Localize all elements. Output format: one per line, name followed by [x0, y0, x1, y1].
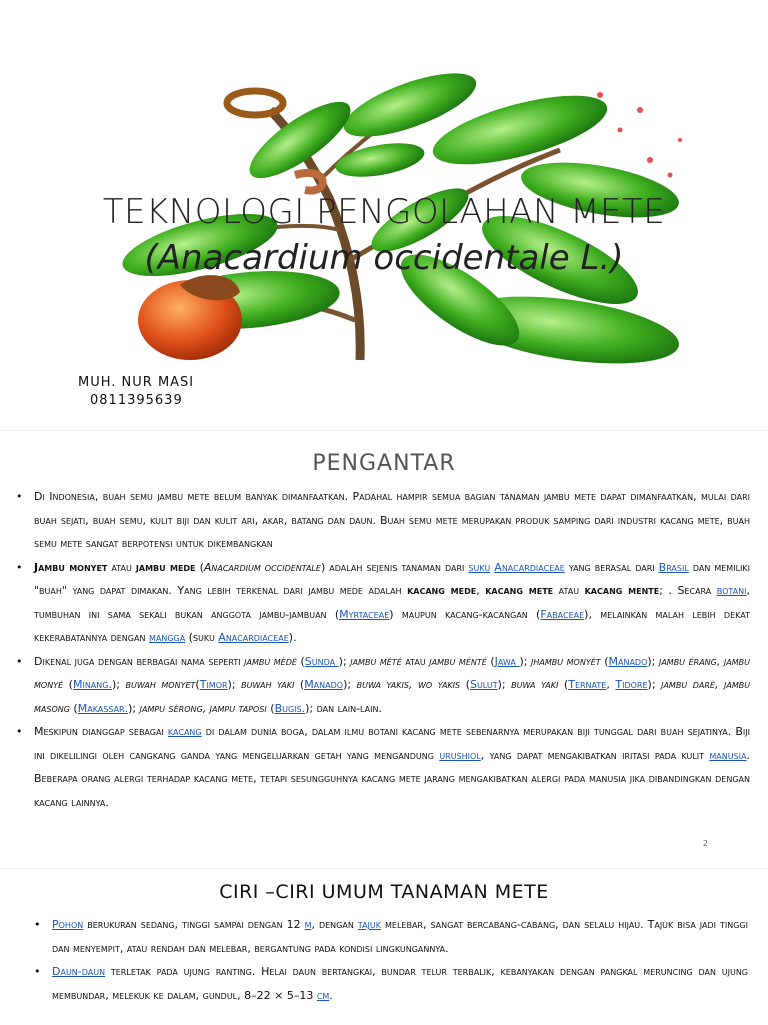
slide-heading: PENGANTAR — [312, 451, 456, 476]
link-jawa[interactable]: Jawa — [494, 654, 520, 668]
list-item: • Di Indonesia, buah semu jambu mete belum banyak dimanfaatkan. Padahal hampir semua bagian tanaman jambu mete dapat dimanfaatkan, mulai dari buah sejati, buah semu, kulit biji dan kulit ari, akar, batang dan daun. Buah semu mete merupakan produk samping dari industri kacang mete, buah semu mete sangat berpotensi untuk dikembangkan — [34, 485, 750, 556]
link-mangga[interactable]: mangga — [148, 631, 186, 644]
link-anacardiaceae[interactable]: Anacardiaceae — [494, 560, 565, 574]
link-brasil[interactable]: Brasil — [658, 560, 689, 574]
link-sunda[interactable]: Sunda — [304, 654, 339, 668]
link-urushiol[interactable]: urushiol — [439, 748, 481, 762]
list-item: • Daun-daun terletak pada ujung ranting. Helai daun bertangkai, bundar telur terbalik, kebanyakan dengan pangkal meruncing dan ujung membundar, melekuk ke dalam, gundul, 8–22 × 5–13 cm. — [52, 960, 748, 1007]
link-tajuk[interactable]: tajuk — [357, 918, 381, 931]
link-suku[interactable]: suku — [468, 560, 491, 574]
link-tidore[interactable]: Tidore — [615, 678, 648, 691]
slide-heading: CIRI –CIRI UMUM TANAMAN METE — [219, 881, 549, 903]
link-manusia[interactable]: manusia — [709, 748, 747, 762]
ciri-ciri-slide — [0, 868, 768, 1025]
link-fabaceae[interactable]: Fabaceae — [540, 607, 585, 621]
author-phone: 0811395639 — [90, 393, 183, 408]
page-number: 2 — [702, 839, 708, 848]
link-cm[interactable]: cm — [316, 988, 330, 1002]
link-pohon[interactable]: Pohon — [52, 918, 84, 931]
presentation-subtitle: (Anacardium occidentale L.) — [144, 238, 624, 278]
link-myrtaceae[interactable]: Myrtaceae — [339, 607, 390, 621]
pengantar-list — [34, 485, 750, 814]
ciri-list — [52, 913, 748, 1007]
link-m[interactable]: m — [304, 918, 312, 931]
link-ternate[interactable]: Ternate — [568, 678, 607, 691]
link-anacardiaceae-2[interactable]: Anacardiaceae — [218, 631, 289, 644]
list-item: • Jambu monyet atau jambu mede (Anacardium occidentale) adalah sejenis tanaman dari suku Anacardiaceae yang berasal dari Brasil dan memiliki "buah" yang dapat dimakan. Yang lebih terkenal dari jambu mede adalah kacang mede, kacang mete atau kacang mente; . Secara botani, tumbuhan ini sama sekali bukan anggota jambu-jambuan (Myrtaceae) maupun kacang-kacangan (Fabaceae), melainkan malah lebih dekat kekerabatannya dengan mangga (suku Anacardiaceae). — [34, 556, 750, 650]
link-makassar[interactable]: Makassar. — [77, 701, 129, 715]
link-botani[interactable]: botani — [716, 584, 747, 597]
link-manado[interactable]: Manado — [608, 654, 648, 668]
list-item: • Dikenal juga dengan berbagai nama seperti jambu mèdè (Sunda ); jambu mété atau jambu ménté (Jawa ); jhambu monyèt (Manado); jambu érang, jambu monyé (Minang.); buwah monyet(Timor); buwah yaki (Manado); buwa yakis, wo yakis (Sulut); buwa yaki (Ternate, Tidore); jambu darè, jambu masong (Makassar.); jampu sèrong, jampu taposi (Bugis.); dan lain-lain. — [34, 650, 750, 721]
author-name: MUH. NUR MASI — [78, 375, 195, 390]
link-minang[interactable]: Minang. — [72, 678, 112, 691]
link-kacang[interactable]: kacang — [167, 725, 202, 738]
link-sulut[interactable]: Sulut — [469, 678, 498, 691]
presentation-title: TEKNOLOGI PENGOLAHAN METE — [102, 192, 666, 232]
link-bugis[interactable]: Bugis. — [274, 701, 306, 715]
link-manado-2[interactable]: Manado — [304, 678, 344, 691]
pengantar-slide — [0, 430, 768, 869]
list-item: • Pohon berukuran sedang, tinggi sampai dengan 12 m, dengan tajuk melebar, sangat bercabang-cabang, dan selalu hijau. Tajuk bisa jadi tinggi dan menyempit, atau rendah dan melebar, bergantung pada kondisi lingkungannya. — [52, 913, 748, 960]
title-slide — [0, 0, 768, 430]
link-timor[interactable]: Timor — [199, 678, 228, 691]
list-item: • Meskipun dianggap sebagai kacang di dalam dunia boga, dalam ilmu botani kacang mete sebenarnya merupakan biji tunggal dari buah sejatinya. Biji ini dikelilingi oleh cangkang ganda yang mengeluarkan getah yang mengandung urushiol, yang dapat mengakibatkan iritasi pada kulit manusia. Beberapa orang alergi terhadap kacang mete, tetapi sesungguhnya kacang mete jarang mengakibatkan alergi pada manusia jika dibandingkan dengan kacang lainnya. — [34, 720, 750, 814]
author-info — [78, 374, 194, 410]
link-daun-daun[interactable]: Daun-daun — [52, 965, 106, 978]
